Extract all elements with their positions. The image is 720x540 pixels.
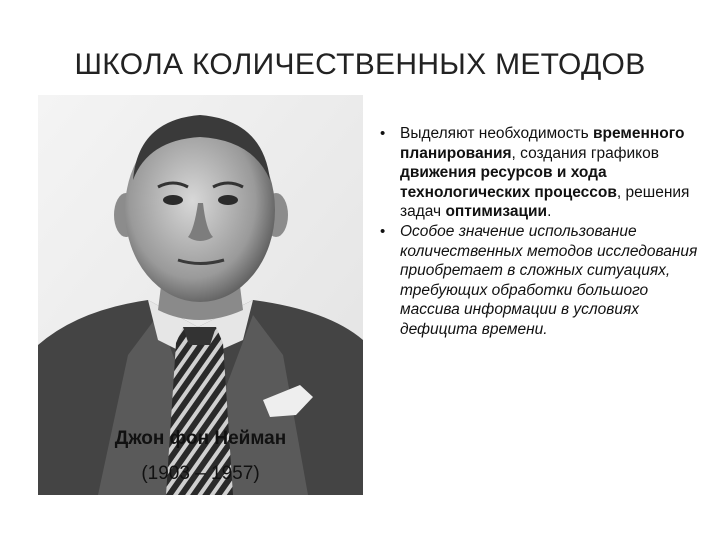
bullet-item-2 <box>378 222 698 340</box>
portrait-photo <box>38 95 363 495</box>
bullet-item-1 <box>378 124 698 222</box>
bullet-1-segment: Выделяют необходимость <box>400 125 593 142</box>
bullet-marker: • <box>380 125 386 142</box>
caption-name: Джон фон Нейман <box>114 428 287 449</box>
bullet-text-2: Особое значение использование количественных методов исследования приобретает в сложных ситуациях, требующих обработки большого массива информации в условиях дефицита времени. <box>400 222 698 338</box>
bullet-1-segment-bold: движения ресурсов и хода технологических процессов <box>400 164 617 201</box>
slide-title: ШКОЛА КОЛИЧЕСТВЕННЫХ МЕТОДОВ <box>74 48 646 81</box>
bullet-list <box>378 124 698 340</box>
bullet-1-segment: . <box>547 203 552 221</box>
bullet-text-1 <box>400 125 689 220</box>
bullet-marker: • <box>380 222 386 240</box>
caption-years: (1903 – 1957) <box>141 463 260 484</box>
bullet-1-segment-bold: временного планирования <box>400 125 685 162</box>
bullet-1-segment-bold: оптимизации <box>445 203 548 221</box>
bullet-1-segment: , создания графиков <box>511 144 659 162</box>
bullet-1-segment: , решения задач <box>400 183 690 221</box>
